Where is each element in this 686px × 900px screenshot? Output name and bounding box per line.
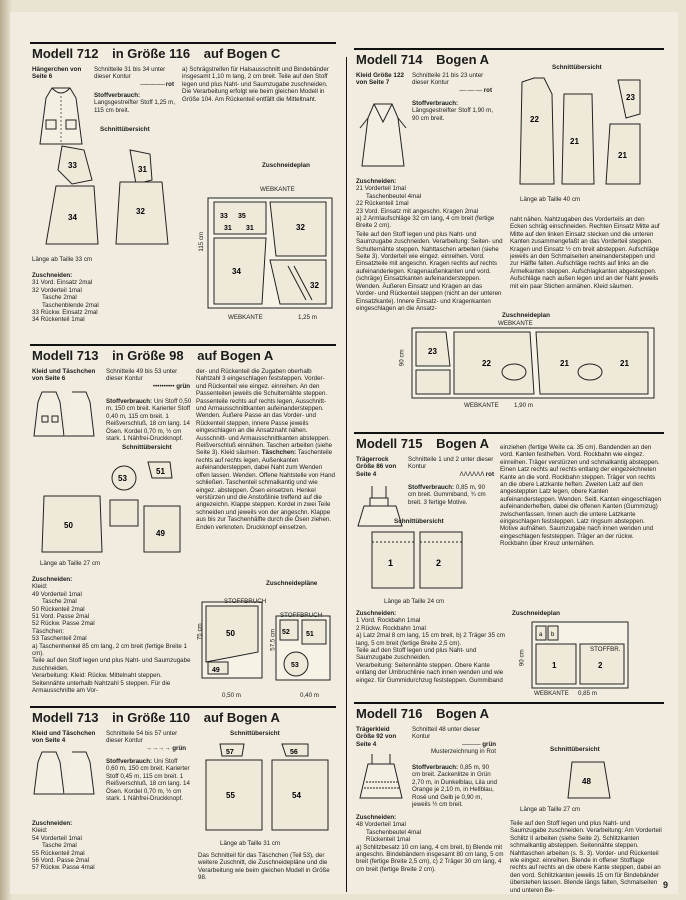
piece-label: 31 [138, 165, 147, 174]
cut-item: a) Schlitzbesatz 10 cm lang, 4 cm breit, b) Blende mit angeschn. Bindebändern insgesamt 80 cm lang, 5 cm breit (fertige Breite 2,5 cm), c) 2 Träger 30 cm lang, 4 cm breit (fertige Breite 2 cm). [356, 843, 504, 873]
piece-label: a [539, 632, 543, 638]
model-bogen: Bogen A [436, 436, 490, 451]
stoffverbrauch-block [106, 758, 190, 802]
piece-label: 33 [68, 161, 77, 170]
cut-item: 56 Vord. Passe 2mal [32, 857, 90, 865]
piece-label: 53 [291, 662, 299, 669]
cut-item: 32 Vorderteil 1mal [32, 286, 82, 294]
piece-label: 21 [618, 151, 627, 160]
schnitteile-text: Schnitteile 54 bis 57 unter dieser Kontur [106, 730, 178, 745]
zuschneiden-label: Zuschneiden: [32, 820, 73, 827]
stoffverbrauch-block [408, 484, 494, 506]
instructions-text-cont: naht nähen. Nahtzugaben des Vorderteils an den Ecken schräg einschneiden. Rechten Einsatz Mitte auf Mitte auf den linken Einsatz stecken und die unteren Kanten zusammengefaßt an das Vorderteil steppen. Kragen und Einsatz ½ cm breit absteppen. Aufschläge jeweils an den Schmalseiten aneinandersteppen und zur Hälfte falten. Aufschläge rechts auf links an die Ärmelkanten steppen. Aufschlagkanten abgesteppen. Aufschläge nach außen legen und an der Naht jeweils mit ein paar Stichen annähen. Kleid säumen. [510, 216, 660, 290]
piece-label: 2 [436, 558, 442, 568]
section-modell-714 [354, 48, 664, 448]
section-header [354, 704, 664, 722]
piece-label: 57 [226, 749, 234, 756]
section-modell-713-98 [30, 344, 336, 706]
schnitteile-text: Schnitteil 48 unter dieser Kontur [412, 726, 481, 741]
piece-label: 1 [388, 558, 394, 568]
piece-label: 32 [136, 207, 145, 216]
figure-label: Hängerchen von Seite 6 [32, 66, 82, 81]
cut-item: a) Latz 2mal 8 cm lang, 15 cm breit, b) 2 Träger 35 cm lang, 5 cm breit (fertige Breite 2,5 cm). [356, 632, 505, 647]
cut-item: 33 Rückw. Einsatz 2mal [32, 309, 98, 317]
webkante-bottom: WEBKANTE [464, 402, 499, 409]
length-note: Länge ab Taille 27 cm [40, 560, 101, 567]
schnitteile-note: Schnitteile 31 bis 34 unter dieser Kontur —·—·—·— rot [94, 66, 174, 88]
model-bogen: Bogen A [436, 52, 490, 67]
color-gruen: grün [176, 382, 190, 390]
figure-label: Kleid und Täschchen von Seite 4 [32, 730, 96, 745]
zuschneiden-label: Zuschneiden: [356, 610, 397, 617]
cut-item: Teile auf den Stoff legen und plus Naht- und Saumzugabe zuschneiden. [32, 657, 191, 672]
section-header [354, 50, 664, 68]
dress-figure-sketch [356, 752, 408, 802]
cut-item: 57 Rückw. Passe 4mal [32, 864, 95, 872]
figure-label: Trägerrock Größe 86 von Seite 4 [356, 456, 397, 478]
cut-item: 49 Vorderteil 1mal [32, 590, 82, 598]
length-note: Länge ab Taille 31 cm [220, 840, 281, 847]
model-number: Modell 713 [32, 710, 99, 725]
zuschneiden-list [32, 272, 162, 324]
piece-label: 34 [232, 267, 241, 276]
cut-item: Kleid: [32, 827, 48, 835]
cutting-layouts-713 [200, 592, 334, 692]
piece-label: 54 [292, 791, 301, 800]
cut-item: 2 Rückw. Rockbahn 1mal [356, 624, 426, 632]
cut-item: 23 Vord. Einsatz mit angeschn. Kragen 2mal [356, 207, 479, 215]
dress-figure-sketch [356, 100, 412, 172]
cut-item: 31 Vord. Einsatz 2mal [32, 279, 93, 287]
cut-item: 50 Rückenteil 2mal [32, 605, 85, 613]
dimension-width-2: 0,40 m [300, 692, 319, 699]
length-note: Länge ab Taille 24 cm [384, 598, 445, 605]
stoffverbrauch-label: Stoffverbrauch: [412, 764, 459, 771]
dress-figure-sketch [32, 388, 98, 440]
stoffverbrauch-block [412, 100, 496, 122]
instructions-text: a) Schrägstreifen für Halsausschnitt und Bindebänder insgesamt 1,10 m lang, 2 cm breit. Teile auf den Stoff legen und plus Naht- und Saumzugabe zuschneiden. Die Verarbeitung erfolgt wie beim gleichen Modell in Größe 104. Am Rückenteil entfällt die Mitteltnaht. [182, 66, 329, 103]
zuschneiden-label: Zuschneiden: [356, 178, 397, 185]
dimension-width: 0,85 m [578, 690, 597, 697]
stoffbruch-label: STOFFBR. [590, 646, 621, 653]
cut-item: 51 Vord. Passe 2mal [32, 613, 90, 621]
piece-label: 32 [310, 281, 319, 290]
piece-label: 22 [482, 359, 491, 368]
stoffverbrauch-block [106, 398, 192, 442]
color-gruen: grün [172, 744, 186, 752]
piece-label: 48 [582, 777, 591, 786]
model-number: Modell 713 [32, 348, 99, 363]
model-bogen: auf Bogen A [197, 348, 274, 363]
figure-label: Trägerkleid Größe 92 von Seite 4 [356, 726, 397, 748]
section-modell-715 [354, 432, 664, 700]
piece-label: 50 [64, 521, 73, 530]
zuschneideplan-label: Zuschneideplan [262, 162, 310, 169]
section-modell-712 [30, 42, 336, 342]
cut-item: Verarbeitung: Kleid: Rückw. Mittelnaht steppen. Seitennähte unterhalb Nahtzahl 5 steppen. Für die Armausschnitte am Vor- [32, 672, 171, 695]
model-size: in Größe 98 [112, 348, 184, 363]
cut-item: Verarbeitung: Seitennähte steppen. Obere Kante entlang der Umbruchlinie nach innen wenden und wie eingez. für Gummidurchzug feststeppen. Gummiband [356, 661, 504, 684]
piece-label: 51 [306, 631, 314, 638]
dimension-width: 1,25 m [298, 314, 317, 321]
stoffverbrauch-label: Stoffverbrauch: [412, 100, 459, 107]
color-rot: rot [485, 470, 494, 478]
instructions-text: Teile auf den Stoff legen und plus Naht- und Saumzugabe zuschneiden. Verarbeitung: Am Vorderteil Schlitz II arbeiten (siehe Seite 2). Schlitzkanten schmalkantig absteppen. Seitennähte steppen. Nahttaschen arbeiten (s. S. 3). Vorder- und Rückenteil wie eingez. einreihen. Blende in offener Stofflage rechts auf rechts an die obere Kante steppen, dabei an den vord. Schlitzkanten jeweils 15 cm für Bindebänder überstehen lassen. Blende längs falten, Schmalseiten und unteren Be- [510, 820, 662, 894]
stoffverbrauch-label: Stoffverbrauch: [106, 398, 153, 405]
magazine-page [10, 12, 678, 894]
model-number: Modell 714 [356, 52, 423, 67]
color-rot: rot [165, 80, 174, 88]
cut-item: Taschenbeutel 4mal [366, 828, 422, 836]
zuschneiden-list [32, 576, 194, 695]
pattern-overview [200, 740, 334, 834]
zuschneiden-list [32, 820, 182, 872]
dimension-height: 115 cm [198, 231, 206, 252]
stoffverbrauch-text: 0,85 m, 90 cm breit. Gummiband, ¾ cm breit. 3 fertige Motive. [408, 484, 486, 506]
piece-label: 49 [156, 529, 165, 538]
zuschneiden-label: Zuschneiden: [32, 576, 73, 583]
cut-item: Taschenblende 2mal [42, 301, 99, 309]
pattern-overview [368, 528, 468, 594]
model-size: in Größe 110 [112, 710, 191, 725]
cut-item: Tasche 2mal [42, 294, 77, 302]
piece-label: 55 [226, 791, 235, 800]
piece-label: 21 [620, 359, 629, 368]
zuschneiden-list [356, 178, 504, 312]
piece-label: 31 [246, 225, 254, 232]
stoffbruch-label: STOFFBRUCH [224, 598, 267, 605]
section-modell-716 [354, 702, 664, 894]
cut-item: 55 Rückenteil 2mal [32, 849, 85, 857]
cut-item: 54 Vorderteil 1mal [32, 834, 82, 842]
cut-item: Taschenbeutel 4mal [366, 192, 422, 200]
instructions-text [196, 368, 336, 531]
taeschchen-label: Täschchen: [261, 449, 297, 457]
webkante-top: WEBKANTE [498, 320, 533, 327]
stoffverbrauch-text: Uni Stoff 0,60 m, 150 cm breit. Karierter Stoff 0,45 m, 115 cm breit. 1 Reißverschluß, 18 cm lang. 14 Ösen. Kordel 0,70 m, ½ cm stark. 1 Nähfrei-Druckknopf. [106, 758, 190, 803]
piece-label: 21 [570, 137, 579, 146]
model-number: Modell 712 [32, 46, 99, 61]
stoffverbrauch-text: Uni Stoff 0,50 m, 150 cm breit. Karierter Stoff 0,40 m, 115 cm breit. 1 Reißverschluß, 18 cm lang. 14 Ösen. Kordel 0,70 m, ½ cm stark. 1 Nähfrei-Druckknopf. [106, 398, 192, 443]
length-note: Länge ab Taille 40 cm [520, 196, 581, 203]
cut-item: Rückenteil 1mal [366, 836, 411, 844]
length-note: Länge ab Taille 27 cm [520, 806, 581, 813]
schnittuebersicht-label: Schnittübersicht [100, 126, 150, 133]
cut-item: Tasche 2mal [42, 598, 77, 606]
webkante-bottom: WEBKANTE [534, 690, 569, 697]
dimension-width-1: 0,50 m [222, 692, 241, 699]
pattern-overview [32, 140, 172, 252]
figure-label: Kleid und Täschchen von Seite 6 [32, 368, 96, 383]
piece-label: 23 [428, 347, 437, 356]
schnittuebersicht-label: Schnittübersicht [122, 444, 172, 451]
model-bogen: auf Bogen C [203, 46, 281, 61]
piece-label: 51 [156, 467, 165, 476]
section-modell-713-110 [30, 706, 336, 886]
pattern-overview [40, 456, 190, 558]
zuschneideplan-label: Zuschneideplan [502, 312, 550, 319]
model-number: Modell 715 [356, 436, 423, 451]
cut-item: 53 Taschenteil 2mal [32, 635, 87, 643]
page-number: 9 [662, 880, 668, 890]
cut-item: Teile auf den Stoff legen und plus Naht- und Saumzugabe zuschneiden. [356, 647, 477, 662]
taeschchen-text: Taschenteile rechts auf rechts legen, Außenkanten aufeinandersteppen, dabei Naht zum Wenden offen lassen. Wenden. Offene Nahtstelle von Hand schließen. Taschenteil schmalkantig und wie eingez. absteppen. Ösen einsetzen. Henkel verstürzen und die Anstoßlinie treffend auf die angezeichn. Klappe steppen. Kordel in zwei Teile schneiden und jeweils von der angeschn. Klappe aus bis zur Taschenhälfte durch die Ösen ziehen. Enden verknoten. Druckknopf einsetzen. [196, 449, 335, 531]
color-rot: rot [483, 86, 492, 94]
stoffverbrauch-block [412, 764, 498, 808]
schnittuebersicht-label: Schnittübersicht [550, 746, 600, 753]
piece-label: 35 [238, 213, 246, 220]
cut-item: Kleid: [32, 583, 48, 591]
model-bogen: Bogen A [436, 706, 490, 721]
piece-label: 33 [220, 213, 228, 220]
cutting-layout-715 [530, 620, 630, 698]
cut-item: Tasche 2mal [42, 842, 77, 850]
model-number: Modell 716 [356, 706, 423, 721]
muster-note: Musterzeichnung in Rot [430, 748, 496, 756]
schnitteile-text: Schnitteile 21 bis 23 unter dieser Kontur [412, 72, 484, 87]
cut-item: 34 Rückenteil 1mal [32, 316, 85, 324]
zuschneiden-list [356, 814, 506, 873]
cut-item: 48 Vorderteil 1mal [356, 821, 406, 829]
webkante-bottom: WEBKANTE [228, 314, 263, 321]
zuschneideplaene-label: Zuschneidepläne [266, 580, 318, 587]
piece-label: b [551, 632, 555, 638]
cut-item: 1 Vord. Rockbahn 1mal [356, 617, 421, 625]
cutting-layout-714 [410, 326, 656, 400]
stoffbruch-label: STOFFBRUCH [280, 612, 323, 619]
instructions-text: einziehen (fertige Weite ca. 35 cm). Bandenden an den vord. Kanten festheften. Vord. Rockbahn wie eingez. einreihen. Träger verstürzen und schmalkantig absteppen. Einen Latz rechts auf rechts entlang der eingezeichneten Kante an die vord. Rockbahn steppen. Träger von rechts an die obere Latzkante heften. Zweiten Latz auf den angesteppten Latz legen, obere Kanten aufeinandersteppen. Wenden. Seitl. Kanten eingeschlagen aufeinanderheften, dabei die offenen Kanten (Gummizug) zwischenfassen. Innen auch die untere Latzkante eingeschlagen feststeppen. Latz ringsum absteppen. Motive aufnähen. Saumzugabe nach innen wenden und eingeschlagen feststeppen. Träger an der rückw. Rockbahn über Kreuz unternähen. [500, 444, 662, 548]
schnittuebersicht-label: Schnittübersicht [394, 518, 444, 525]
zuschneiden-list [356, 610, 506, 684]
piece-label: 34 [68, 213, 77, 222]
schnitteile-note: Schnitteile 1 und 2 unter dieser Kontur ΛΛΛΛΛΛ rot [408, 456, 494, 478]
figure-label: Kleid Größe 122 von Seite 7 [356, 72, 404, 87]
dimension-height: 90 cm [518, 649, 526, 667]
schnitteile-text: Schnitteile 31 bis 34 unter dieser Kontur [94, 66, 166, 81]
section-header [30, 44, 336, 62]
schnitteile-note: Schnitteil 48 unter dieser Kontur ——— grün Musterzeichnung in Rot [412, 726, 496, 756]
section-header [30, 708, 336, 726]
piece-label: 22 [530, 115, 539, 124]
stoffverbrauch-label: Stoffverbrauch: [106, 758, 153, 765]
stoffverbrauch-text: 0,85 m, 90 cm breit. Zackenlitze in Grün 2,70 m, in Dunkelblau, Lila und Orange je 2,10 m, in Hellblau, Rosé und Gelb je 0,90 m, jeweils ½ cm breit. [412, 764, 497, 809]
cut-item: 21 Vorderteil 1mal [356, 185, 406, 193]
piece-label: 23 [626, 93, 635, 102]
instructions-text: Teile auf den Stoff legen und plus Naht- und Saumzugabe zuschneiden. Verarbeitung: Seiten- und Schulternähte steppen. Nahttaschen arbeiten (siehe Seite 3). Vorderteil wie eingez. einreihen. Vord. Einsatzteile mit angeschn. Kragen rechts auf rechts aufeinanderlegen. Kragenaußenkanten und vord. (schräge) Einsatzkanten aufeinandersteppen. Wenden. Äußeren Einsatz und Kragen an das Vorder- und Rückenteil steppen (nicht an der unteren Einsatzkante). Innere Einsatz- und Kragenkanten eingeschlagen an die Ansatz- [356, 230, 503, 312]
length-note: Länge ab Taille 33 cm [32, 256, 93, 263]
dimension-height: 90 cm [398, 349, 406, 367]
cut-item: a) Taschenhenkel 85 cm lang, 2 cm breit (fertige Breite 1 cm). [32, 642, 187, 658]
webkante-top: WEBKANTE [260, 186, 295, 193]
cut-item: 52 Rückw. Passe 2mal [32, 620, 95, 628]
piece-label: 52 [282, 629, 290, 636]
schnitteile-note: Schnitteile 21 bis 23 unter dieser Kontur —·—·— rot [412, 72, 492, 94]
piece-label: 50 [226, 629, 235, 638]
pattern-overview [564, 758, 624, 802]
stoffverbrauch-label: Stoffverbrauch: [408, 484, 455, 491]
zuschneiden-label: Zuschneiden: [32, 272, 73, 279]
cut-item: a) 2 Armlaufschläge 32 cm lang, 4 cm breit (fertige Breite 2 cm). [356, 215, 495, 230]
schnittuebersicht-label: Schnittübersicht [552, 64, 602, 71]
schnitteile-text: Schnitteile 1 und 2 unter dieser Kontur [408, 456, 494, 471]
schnitteile-text: Schnitteile 49 bis 53 unter dieser Kontur [106, 368, 178, 383]
piece-label: 21 [560, 359, 569, 368]
piece-label: 56 [290, 749, 298, 756]
stoffverbrauch-text: Langsgestreifter Stoff 1,25 m, 115 cm breit. [94, 99, 176, 114]
piece-label: 31 [224, 225, 232, 232]
model-size: in Größe 116 [112, 46, 191, 61]
pattern-overview [514, 74, 654, 192]
piece-label: 2 [598, 661, 603, 670]
piece-label: 53 [118, 474, 127, 483]
section-header [30, 346, 336, 364]
piece-label: 1 [552, 661, 557, 670]
model-bogen: auf Bogen A [203, 710, 280, 725]
instructions-paragraph: der- und Rückenteil die Zugaben oberhalb Nahtzahl 3 eingeschlagen feststeppen. Vorder- und Rückenteil wie eingez. einreihen. An den Passenteilen jeweils die Schulternähte steppen. Passenteile rechts auf rechts legen, Ausschnitt- und Armausschnittkanten aufeinandersteppen. Wenden. Äußere Passe an das Vorder- und Rückenteil steppen, innere Passe jeweils eingeschlagen an die Ansatznaht nähen. Ausschnitt- und Armausschnittkanten absteppen. Reißverschluß einnähen. Taschen arbeiten (siehe Seite 3). Kleid säumen. [196, 368, 333, 457]
cutting-layout-712 [206, 196, 334, 312]
cut-item: Täschchen: [32, 627, 64, 635]
stoffverbrauch-label: Stoffverbrauch: [94, 92, 141, 99]
piece-label: 49 [212, 667, 220, 674]
stoffverbrauch-block [94, 92, 176, 114]
dimension-width: 1,90 m [514, 402, 533, 409]
schnitteile-note: Schnitteile 54 bis 57 unter dieser Kontur →→→→ grün [106, 730, 186, 752]
color-gruen: grün [482, 740, 496, 748]
dress-figure-sketch [32, 748, 98, 798]
zuschneideplan-label: Zuschneideplan [512, 610, 560, 617]
column-divider [346, 57, 347, 892]
piece-label: 32 [296, 223, 305, 232]
schnittuebersicht-label: Schnittübersicht [230, 730, 280, 737]
instructions-text: Das Schnitteil für das Täschchen (Teil 53), der weitere Zuschnitt, die Zuschneidepläne und die Verarbeitung wie beim gleichen Modell in Größe 98. [198, 852, 330, 882]
stoffverbrauch-text: Längsgestreifter Stoff 1,90 m, 90 cm breit. [412, 107, 494, 122]
dimension-height-2: 57,5 cm [269, 628, 277, 651]
cut-item: 22 Rückenteil 1mal [356, 200, 409, 208]
dimension-height-1: 75 cm [196, 623, 204, 641]
zuschneiden-label: Zuschneiden: [356, 814, 397, 821]
schnitteile-note: Schnitteile 49 bis 53 unter dieser Kontur •••••••••• grün [106, 368, 190, 390]
